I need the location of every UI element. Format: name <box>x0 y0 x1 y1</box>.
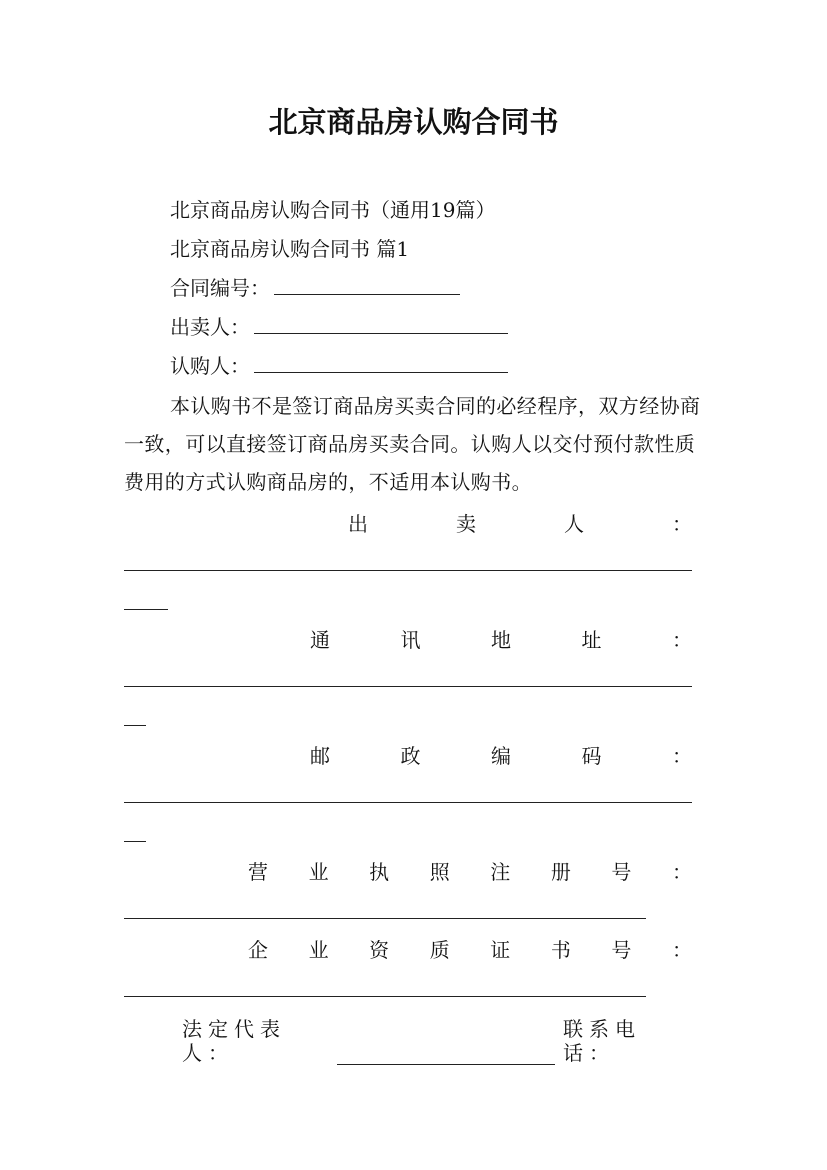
subtitle-all: 北京商品房认购合同书（通用19篇） <box>170 198 496 222</box>
qualification-line[interactable] <box>124 996 646 997</box>
address-label: 通 讯 地 址 ： <box>310 628 692 652</box>
seller-label: 出卖人： <box>170 315 250 339</box>
subtitle-part: 北京商品房认购合同书 篇1 <box>170 237 410 261</box>
document-title: 北京商品房认购合同书 <box>268 105 559 139</box>
contract-number-field[interactable] <box>274 276 460 295</box>
address-line[interactable] <box>124 686 692 687</box>
phone-label: 联系电话： <box>563 1017 642 1065</box>
contract-number-row <box>170 276 460 300</box>
intro-paragraph: 本认购书不是签订商品房买卖合同的必经程序，双方经协商一致，可以直接签订商品房买卖合同。认购人以交付预付款性质费用的方式认购商品房的，不适用本认购书。 <box>124 394 701 494</box>
seller-name-label: 出 卖 人 ： <box>348 512 692 536</box>
buyer-row <box>170 354 508 378</box>
qualification-label: 企 业 资 质 证 书 号 ： <box>248 938 692 962</box>
address-line-wrap[interactable] <box>124 725 146 726</box>
buyer-label: 认购人： <box>170 354 250 378</box>
contract-number-label: 合同编号： <box>170 276 270 300</box>
buyer-field[interactable] <box>254 354 508 373</box>
legal-rep-row <box>182 1017 692 1065</box>
postcode-line[interactable] <box>124 802 692 803</box>
seller-row <box>170 315 508 339</box>
postcode-line-wrap[interactable] <box>124 841 146 842</box>
legal-rep-label: 法定代表人： <box>182 1017 286 1065</box>
license-label: 营 业 执 照 注 册 号 ： <box>248 860 692 884</box>
license-line[interactable] <box>124 918 646 919</box>
seller-field[interactable] <box>254 315 508 334</box>
seller-name-line[interactable] <box>124 570 692 571</box>
legal-rep-field[interactable] <box>337 1046 555 1065</box>
seller-name-line-wrap[interactable] <box>124 609 168 610</box>
postcode-label: 邮 政 编 码 ： <box>310 744 692 768</box>
